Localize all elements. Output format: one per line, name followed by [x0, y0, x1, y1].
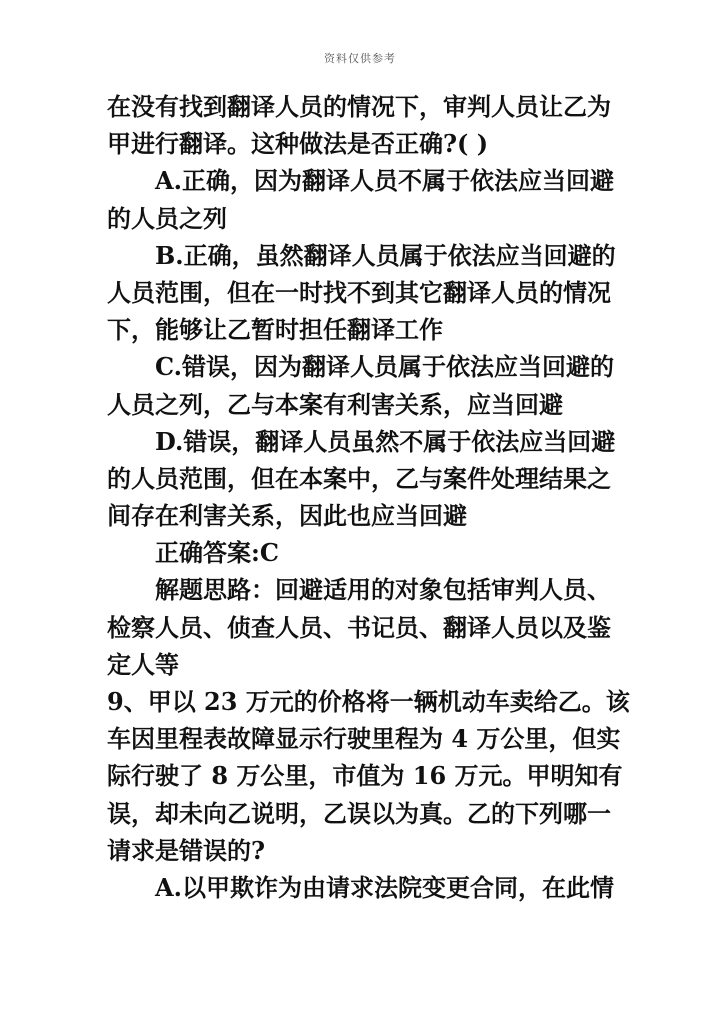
option-b-line: B.正确，虽然翻译人员属于依法应当回避的: [155, 240, 616, 270]
option-a-line: A.正确，因为翻译人员不属于依法应当回避: [155, 166, 614, 196]
text-line: 际行驶了 8 万公里，市值为 16 万元。甲明知有: [107, 761, 623, 791]
solution-explanation: 解题思路：回避适用的对象包括审判人员、: [155, 575, 611, 605]
page-header-watermark: 资料仅供参考: [324, 52, 396, 65]
option-d-line: D.错误，翻译人员虽然不属于依法应当回避: [155, 426, 616, 456]
text-line: 车因里程表故障显示行驶里程为 4 万公里，但实: [107, 724, 621, 754]
option-c-line: C.错误，因为翻译人员属于依法应当回避的: [155, 352, 615, 382]
text-line: 的人员之列: [107, 203, 227, 233]
text-line: 甲进行翻译。这种做法是否正确?( ): [107, 129, 489, 159]
text-line: 在没有找到翻译人员的情况下，审判人员让乙为: [107, 92, 611, 121]
option-a-line: A.以甲欺诈为由请求法院变更合同，在此情: [155, 872, 614, 902]
text-line: 定人等: [107, 649, 179, 679]
text-line: 请求是错误的?: [107, 835, 266, 865]
text-line: 检察人员、侦查人员、书记员、翻译人员以及鉴: [107, 612, 611, 642]
correct-answer: 正确答案:C: [155, 538, 279, 568]
text-line: 人员之列，乙与本案有利害关系，应当回避: [107, 389, 563, 419]
text-line: 下，能够让乙暂时担任翻译工作: [107, 315, 443, 345]
question-9-line: 9、甲以 23 万元的价格将一辆机动车卖给乙。该: [107, 687, 630, 716]
text-line: 的人员范围，但在本案中，乙与案件处理结果之: [107, 463, 611, 493]
text-line: 误，却未向乙说明，乙误以为真。乙的下列哪一: [107, 798, 611, 828]
text-line: 间存在利害关系，因此也应当回避: [107, 501, 467, 531]
text-line: 人员范围，但在一时找不到其它翻译人员的情况: [107, 277, 611, 307]
document-body: [107, 88, 630, 906]
